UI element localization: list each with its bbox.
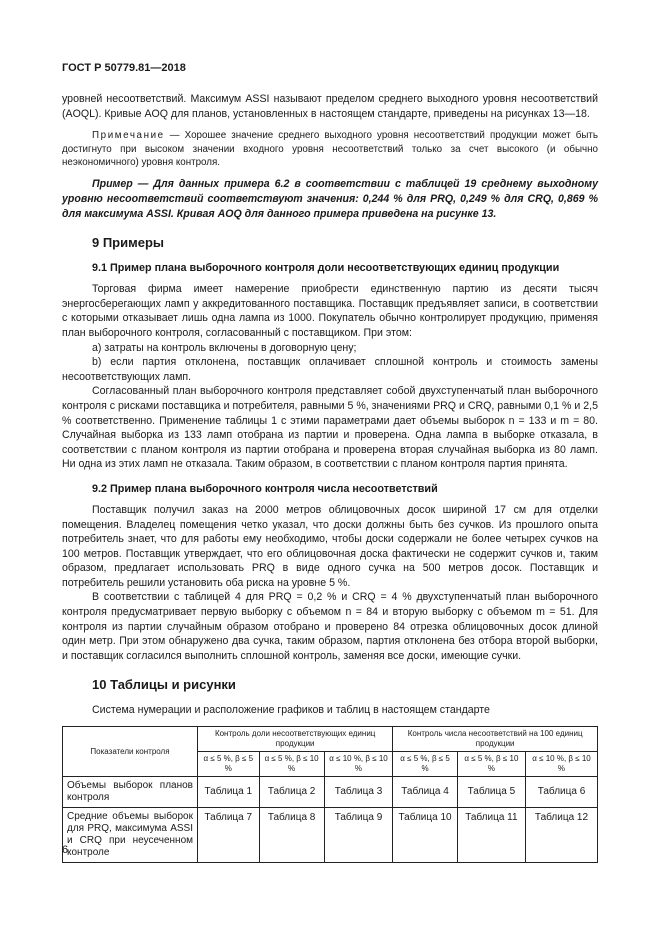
section-9-1-item-a: a) затраты на контроль включены в договорную цену; bbox=[92, 341, 357, 354]
table-cell: Таблица 2 bbox=[259, 777, 324, 808]
section-10-title: 10 Таблицы и рисунки bbox=[92, 677, 236, 693]
table-cell: Таблица 1 bbox=[198, 777, 260, 808]
section-9-1-title: 9.1 Пример плана выборочного контроля доли несоответствующих единиц продукции bbox=[92, 262, 560, 275]
note-paragraph bbox=[62, 129, 598, 169]
page-number: 6 bbox=[62, 844, 69, 856]
table-col-header: α ≤ 5 %, β ≤ 5 % bbox=[393, 752, 457, 777]
table-col-header: α ≤ 5 %, β ≤ 10 % bbox=[457, 752, 525, 777]
section-9-1-p1: Торговая фирма имеет намерение приобрести единственную партию из десяти тысяч энергосберегающих ламп у аккредитованного поставщика. Поставщик предъявляет записи, в соответствии с которыми отказывает лишь одна лампа из 1000. Покупатель обычно контролирует продукцию, применяя план выборочного контроля, согласованный с поставщиком. При этом: bbox=[62, 283, 598, 339]
table-cell: Таблица 11 bbox=[457, 808, 525, 863]
table-cell: Таблица 4 bbox=[393, 777, 457, 808]
section-9-2-p2: В соответствии с таблицей 4 для PRQ = 0,2 % и CRQ = 4 % двухступенчатый план выборочного контроля предусматривает первую выборку с объемом n = 84 и вторую выборку с объемом m = 51. Для контроля из партии случайным образом отобрано и проверено 84 отрезка облицовочных досок длиной один метр. При этом обнаружено два сучка, таким образом, партия отклонена без отбора второй выборки, и поставщик согласился выполнить сплошной контроль, заменяя все доски, имеющие сучки. bbox=[62, 591, 598, 662]
section-9-title: 9 Примеры bbox=[92, 235, 165, 251]
section-10-intro: Система нумерации и расположение графиков и таблиц в настоящем стандарте bbox=[92, 704, 490, 717]
table-col-header: α ≤ 5 %, β ≤ 5 % bbox=[198, 752, 260, 777]
table-row-label: Объемы выборок планов контроля bbox=[63, 777, 198, 808]
table-cell: Таблица 12 bbox=[525, 808, 597, 863]
page-header: ГОСТ Р 50779.81—2018 bbox=[62, 62, 186, 74]
table-cell: Таблица 8 bbox=[259, 808, 324, 863]
example-paragraph: Пример — Для данных примера 6.2 в соответствии с таблицей 19 среднему выходному уровню несоответствий соответствуют значения: 0,244 % для PRQ, 0,249 % для CRQ, 0,869 % для максимума ASSI. Кривая AOQ для данного примера приведена на рисунке 13. bbox=[62, 178, 598, 220]
note-label: Примечание bbox=[92, 130, 165, 142]
table-col-header: α ≤ 5 %, β ≤ 10 % bbox=[259, 752, 324, 777]
note-text: — Хорошее значение среднего выходного уровня несоответствий продукции может быть достигнуто при высоком значении входного уровня несоответствий только за счет высокого (и обычно неэкономичного) уровня контроля. bbox=[62, 130, 598, 168]
table-cell: Таблица 6 bbox=[525, 777, 597, 808]
tables-index-table bbox=[62, 726, 598, 863]
intro-paragraph: уровней несоответствий. Максимум ASSI называют пределом среднего выходного уровня несоответствий (AOQL). Кривые AOQ для планов, установленных в настоящем стандарте, приведены на рисунках 13—18. bbox=[62, 93, 598, 120]
table-cell: Таблица 3 bbox=[324, 777, 393, 808]
section-9-1-p2: Согласованный план выборочного контроля представляет собой двухступенчатый план выборочного контроля с рисками поставщика и потребителя, равными 5 %, значениями PRQ и CRQ, равными 0,1 % и 2,5 % соответственно. Применение таблицы 1 с этими параметрами дает объемы выборок n = 133 и m = 80. Случайная выборка из 133 ламп отобрана из партии и проверена. Одна лампа в выборке отказала, в соответствии с планом контроля из партии отобрана и проверена вторая случайная выборка из 80 ламп. Ни одна из этих ламп не отказала. Таким образом, в соответствии с планом контроля партия принята. bbox=[62, 385, 598, 471]
table-col-header: α ≤ 10 %, β ≤ 10 % bbox=[324, 752, 393, 777]
table-row-label: Средние объемы выборок для PRQ, максимума ASSI и CRQ при неусеченном контроле bbox=[63, 808, 198, 863]
section-9-2-title: 9.2 Пример плана выборочного контроля числа несоответствий bbox=[92, 482, 438, 495]
section-9-1-item-b: b) если партия отклонена, поставщик оплачивает сплошной контроль и стоимость замены несоответствующих ламп. bbox=[62, 356, 598, 383]
page-content bbox=[62, 92, 598, 863]
section-9-2-p1: Поставщик получил заказ на 2000 метров облицовочных досок шириной 17 см для отделки помещения. Владелец помещения четко указал, что доски должны быть без сучков. Из прошлого опыта потребитель знает, что для работы ему необходимо, чтобы доски содержали не более четырех сучков на 100 метров. Поставщик утверждает, что его облицовочная доска фактически не содержит сучков и, таким образом, предлагает использовать PRQ в виде одного сучка на 500 метров досок. Поставщик и потребитель решили установить оба риска на уровне 5 %. bbox=[62, 503, 598, 589]
table-group-header-2: Контроль числа несоответствий на 100 единиц продукции bbox=[393, 727, 598, 752]
table-row bbox=[63, 808, 598, 863]
table-cell: Таблица 7 bbox=[198, 808, 260, 863]
table-cell: Таблица 5 bbox=[457, 777, 525, 808]
table-corner-header: Показатели контроля bbox=[63, 727, 198, 777]
table-col-header: α ≤ 10 %, β ≤ 10 % bbox=[525, 752, 597, 777]
table-row bbox=[63, 777, 598, 808]
table-cell: Таблица 9 bbox=[324, 808, 393, 863]
table-cell: Таблица 10 bbox=[393, 808, 457, 863]
table-group-header-1: Контроль доли несоответствующих единиц продукции bbox=[198, 727, 393, 752]
